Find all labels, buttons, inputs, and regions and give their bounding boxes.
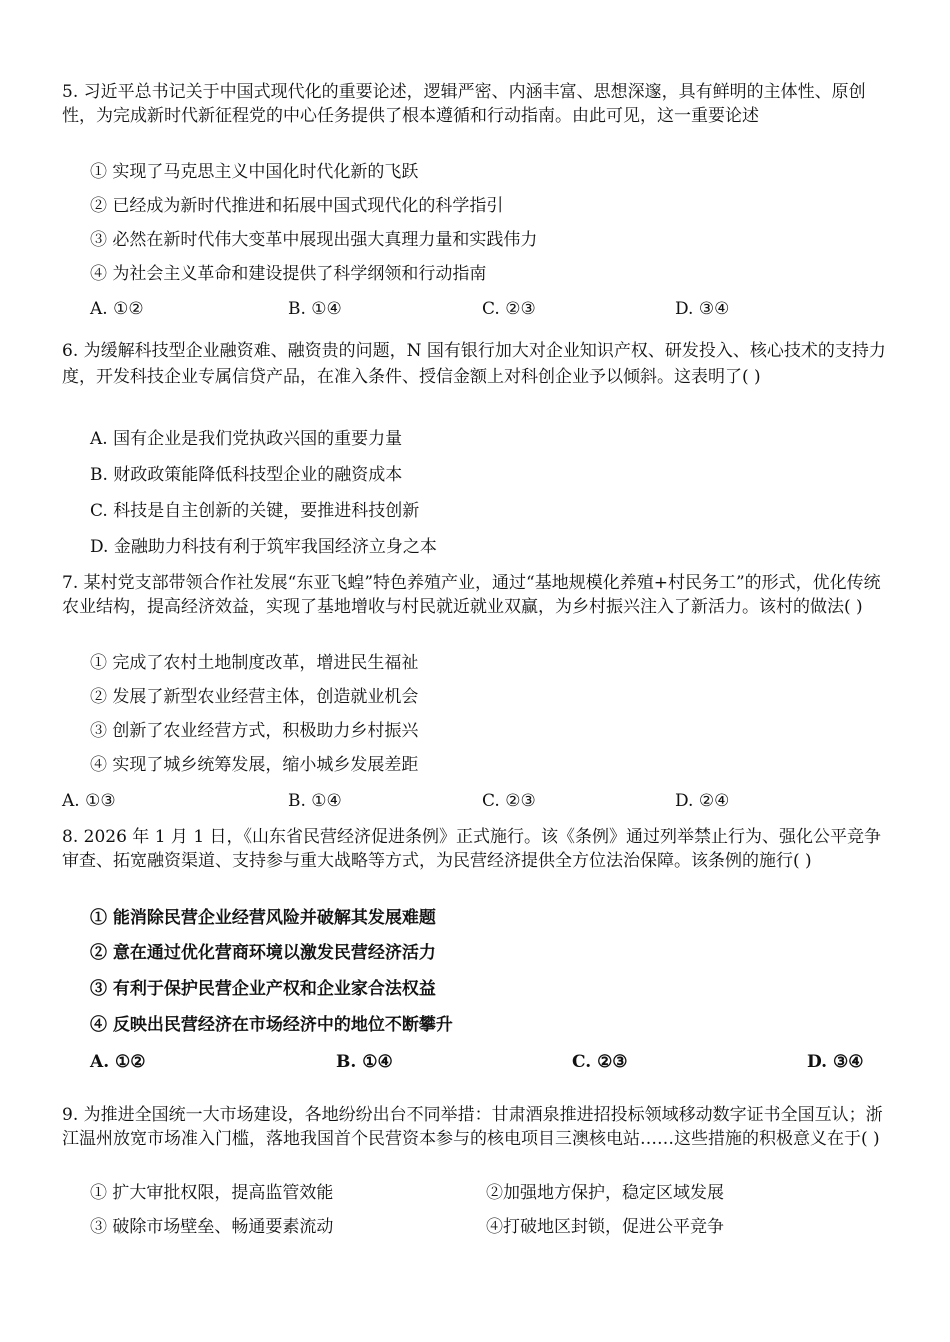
question-7-statement-4: ④ 实现了城乡统筹发展，缩小城乡发展差距 [90, 755, 419, 775]
question-8-choices [0, 1050, 950, 1074]
question-5-choice-a: A. ①② [90, 299, 144, 319]
question-6-option-d: D. 金融助力科技有利于筑牢我国经济立身之本 [90, 537, 437, 557]
question-7-stem: 7. 某村党支部带领合作社发展“东亚飞蝗”特色养殖产业，通过“基地规模化养殖+村民务工”的形式，优化传统农业结构，提高经济效益，实现了基地增收与村民就近就业双赢，为乡村振兴注入了新活力。该村的做法( ) [62, 573, 881, 617]
question-9-statement-2: ②加强地方保护，稳定区域发展 [486, 1183, 724, 1203]
question-5-statement-4: ④ 为社会主义革命和建设提供了科学纲领和行动指南 [90, 264, 487, 284]
question-5-statement-1: ① 实现了马克思主义中国化时代化新的飞跃 [90, 162, 419, 182]
question-7-choice-d: D. ②④ [675, 791, 730, 811]
question-8-statement-3: ③ 有利于保护民营企业产权和企业家合法权益 [90, 979, 436, 999]
question-7-statement-2: ② 发展了新型农业经营主体，创造就业机会 [90, 687, 419, 707]
question-5-statement-2: ② 已经成为新时代推进和拓展中国式现代化的科学指引 [90, 196, 504, 216]
question-6-option-b: B. 财政政策能降低科技型企业的融资成本 [90, 465, 403, 485]
question-9-statement-1: ① 扩大审批权限，提高监管效能 [90, 1183, 334, 1203]
question-7-statement-3: ③ 创新了农业经营方式，积极助力乡村振兴 [90, 721, 419, 741]
question-8-choice-b: B. ①④ [336, 1052, 393, 1072]
question-8-stem: 8. 2026 年 1 月 1 日，《山东省民营经济促进条例》正式施行。该《条例》通过列举禁止行为、强化公平竞争审查、拓宽融资渠道、支持参与重大战略等方式，为民营经济提供全方位法治保障。该条例的施行( ) [62, 827, 882, 871]
question-6-option-a: A. 国有企业是我们党执政兴国的重要力量 [90, 429, 403, 449]
question-5-statement-3: ③ 必然在新时代伟大变革中展现出强大真理力量和实践伟力 [90, 230, 538, 250]
question-6-option-c: C. 科技是自主创新的关键，要推进科技创新 [90, 501, 420, 521]
question-8-statement-4: ④ 反映出民营经济在市场经济中的地位不断攀升 [90, 1015, 453, 1035]
question-9-stem: 9. 为推进全国统一大市场建设，各地纷纷出台不同举措：甘肃酒泉推进招投标领域移动数字证书全国互认；浙江温州放宽市场准入门槛，落地我国首个民营资本参与的核电项目三澳核电站……这些措施的积极意义在于( ) [62, 1105, 883, 1149]
question-9-statement-3: ③ 破除市场壁垒、畅通要素流动 [90, 1217, 334, 1237]
question-5-choice-b: B. ①④ [288, 299, 342, 319]
question-8-statement-2: ② 意在通过优化营商环境以激发民营经济活力 [90, 943, 436, 963]
question-7-choices [0, 789, 950, 813]
question-8-choice-a: A. ①② [90, 1052, 146, 1072]
question-9-statement-4: ④打破地区封锁，促进公平竞争 [486, 1217, 724, 1237]
question-6-stem: 6. 为缓解科技型企业融资难、融资贵的问题，N 国有银行加大对企业知识产权、研发投入、核心技术的支持力度，开发科技企业专属信贷产品，在准入条件、授信金额上对科创企业予以倾斜。这表明了( ) [62, 341, 886, 387]
question-8-choice-d: D. ③④ [807, 1052, 864, 1072]
question-8-choice-c: C. ②③ [572, 1052, 628, 1072]
question-5-choices [0, 297, 950, 321]
question-7-choice-c: C. ②③ [482, 791, 536, 811]
question-5-choice-d: D. ③④ [675, 299, 730, 319]
question-7-choice-a: A. ①③ [62, 791, 116, 811]
question-7-choice-b: B. ①④ [288, 791, 342, 811]
question-5-stem: 5. 习近平总书记关于中国式现代化的重要论述，逻辑严密、内涵丰富、思想深邃，具有鲜明的主体性、原创性，为完成新时代新征程党的中心任务提供了根本遵循和行动指南。由此可见，这一重要论述 [62, 82, 866, 126]
question-8-statement-1: ① 能消除民营企业经营风险并破解其发展难题 [90, 908, 436, 928]
question-7-statement-1: ① 完成了农村土地制度改革，增进民生福祉 [90, 653, 419, 673]
question-5-choice-c: C. ②③ [482, 299, 536, 319]
